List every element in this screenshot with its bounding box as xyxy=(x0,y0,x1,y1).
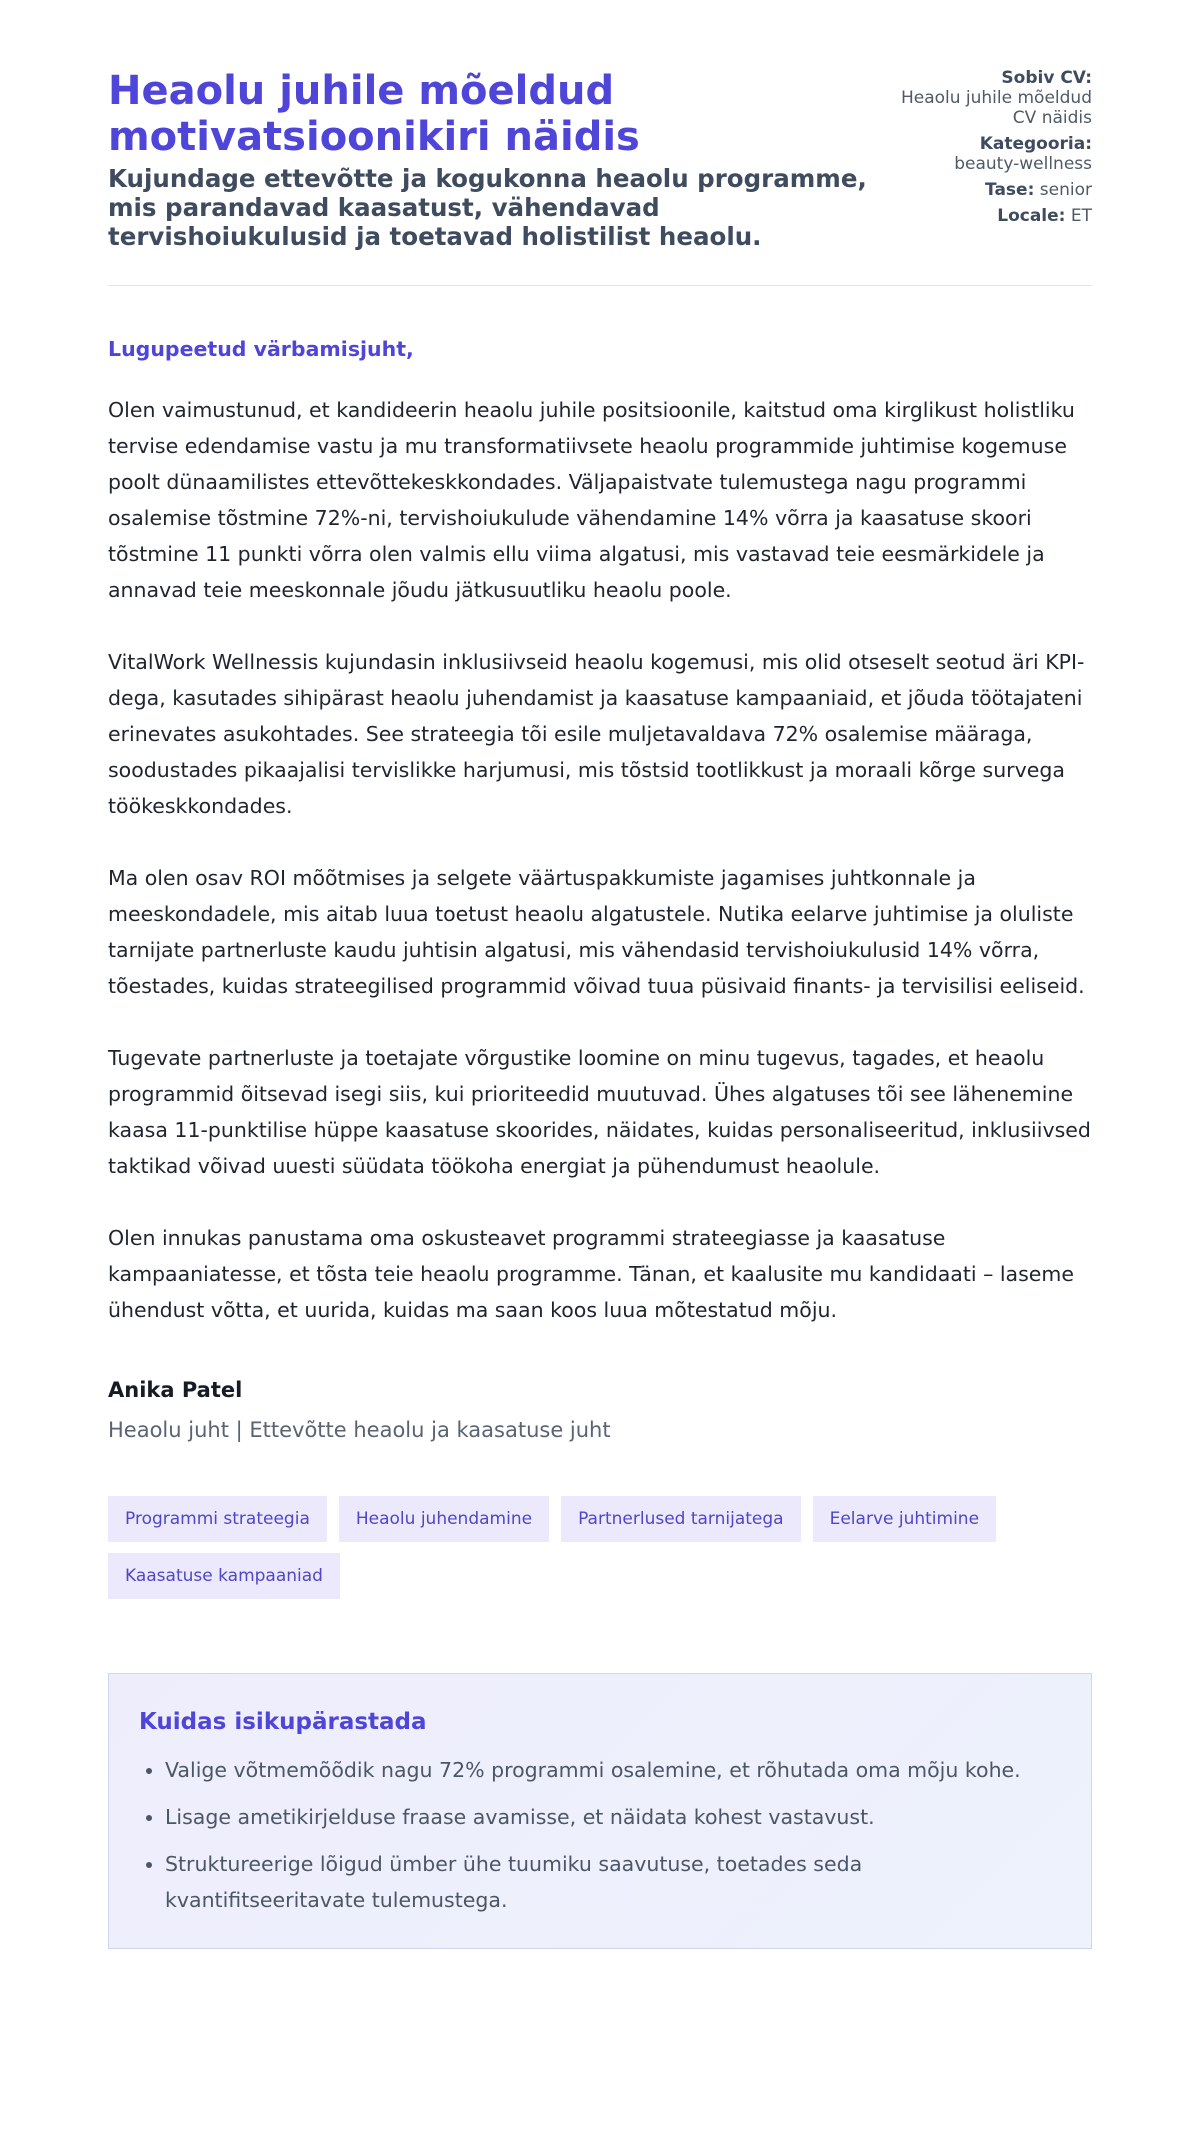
signature-name: Anika Patel xyxy=(108,1378,243,1402)
skill-tag: Partnerlused tarnijatega xyxy=(561,1496,801,1542)
page-subtitle: Kujundage ettevõtte ja kogukonna heaolu programme, mis parandavad kaasatust, vähendavad tervishoiukulusid ja toetavad holistilist heaolu. xyxy=(108,164,867,251)
skill-tag: Kaasatuse kampaaniad xyxy=(108,1553,340,1599)
signature-role: Heaolu juht | Ettevõtte heaolu ja kaasatuse juht xyxy=(108,1418,611,1442)
meta-level-label: Tase: xyxy=(985,180,1035,200)
meta-category-label: Kategooria: xyxy=(979,134,1092,154)
skill-tag: Heaolu juhendamine xyxy=(339,1496,549,1542)
header-titles xyxy=(108,68,876,251)
meta-level xyxy=(876,180,1092,200)
meta-category xyxy=(876,134,1092,174)
meta-cv-value: Heaolu juhile mõeldud CV näidis xyxy=(900,88,1092,128)
meta-cv xyxy=(876,68,1092,128)
skill-tag: Eelarve juhtimine xyxy=(813,1496,996,1542)
skill-tag: Programmi strateegia xyxy=(108,1496,327,1542)
meta-level-value: senior xyxy=(1039,180,1092,200)
skill-tags xyxy=(108,1496,1098,1599)
tip-item: • Struktureerige lõigud ümber ühe tuumiku saavutuse, toetades seda kvantifitseeritavate tulemustega. xyxy=(165,1846,1061,1918)
tip-item: • Lisage ametikirjelduse fraase avamisse, et näidata kohest vastavust. xyxy=(165,1799,1061,1835)
letter-salutation: Lugupeetud värbamisjuht, xyxy=(108,337,414,361)
page-title: Heaolu juhile mõeldud motivatsioonikiri näidis xyxy=(108,68,640,160)
document-meta xyxy=(876,68,1092,232)
meta-locale-label: Locale: xyxy=(997,206,1066,226)
meta-cv-label: Sobiv CV: xyxy=(1001,68,1092,88)
tips-title: Kuidas isikupärastada xyxy=(139,1709,427,1735)
tips-list xyxy=(139,1752,1061,1918)
meta-locale xyxy=(876,206,1092,226)
meta-category-value: beauty-wellness xyxy=(954,154,1092,174)
letter-paragraph: Tugevate partnerluste ja toetajate võrgustike loomine on minu tugevus, tagades, et heaolu programmid õitsevad isegi siis, kui prioriteedid muutuvad. Ühes algatuses tõi see lähenemine kaasa 11-punktilise hüppe kaasatuse skoorides, näidates, kuidas personaliseeritud, inklusiivsed taktikad võivad uuesti süüdata töökoha energiat ja pühendumust heaolule. xyxy=(108,1046,1091,1178)
letter-paragraph: Ma olen osav ROI mõõtmises ja selgete väärtuspakkumiste jagamises juhtkonnale ja meeskondadele, mis aitab luua toetust heaolu algatustele. Nutika eelarve juhtimise ja oluliste tarnijate partnerluste kaudu juhtisin algatusi, mis vähendasid tervishoiukulusid 14% võrra, tõestades, kuidas strateegilised programmid võivad tuua püsivaid finants- ja tervisilisi eeliseid. xyxy=(108,866,1085,998)
letter-paragraph: VitalWork Wellnessis kujundasin inklusiivseid heaolu kogemusi, mis olid otseselt seotud äri KPI-dega, kasutades sihipärast heaolu juhendamist ja kaasatuse kampaaniaid, et jõuda töötajateni erinevates asukohtades. See strateegia tõi esile muljetavaldava 72% osalemise määraga, soodustades pikaajalisi tervislikke harjumusi, mis tõstsid tootlikkust ja moraali kõrge survega töökeskkondades. xyxy=(108,650,1085,818)
letter-paragraph: Olen vaimustunud, et kandideerin heaolu juhile positsioonile, kaitstud oma kirglikust holistliku tervise edendamise vastu ja mu transformatiivsete heaolu programmide juhtimise kogemuse poolt dünaamilistes ettevõttekeskkondades. Väljapaistvate tulemustega nagu programmi osalemise tõstmine 72%-ni, tervishoiukulude vähendamine 14% võrra ja kaasatuse skoori tõstmine 11 punkti võrra olen valmis ellu viima algatusi, mis vastavad teie eesmärkidele ja annavad teie meeskonnale jõudu jätkusuutliku heaolu poole. xyxy=(108,398,1075,602)
meta-locale-value: ET xyxy=(1070,206,1092,226)
header-divider xyxy=(108,285,1092,286)
tip-item: • Valige võtmemõõdik nagu 72% programmi osalemine, et rõhutada oma mõju kohe. xyxy=(165,1752,1061,1788)
letter-paragraph: Olen innukas panustama oma oskusteavet programmi strateegiasse ja kaasatuse kampaaniatesse, et tõsta teie heaolu programme. Tänan, et kaalusite mu kandidaati – laseme ühendust võtta, et uurida, kuidas ma saan koos luua mõtestatud mõju. xyxy=(108,1226,1074,1322)
document-header xyxy=(108,68,1092,251)
personalization-tips xyxy=(108,1673,1092,1949)
letter-body xyxy=(108,392,1092,1328)
signature-block xyxy=(108,1376,1092,1444)
